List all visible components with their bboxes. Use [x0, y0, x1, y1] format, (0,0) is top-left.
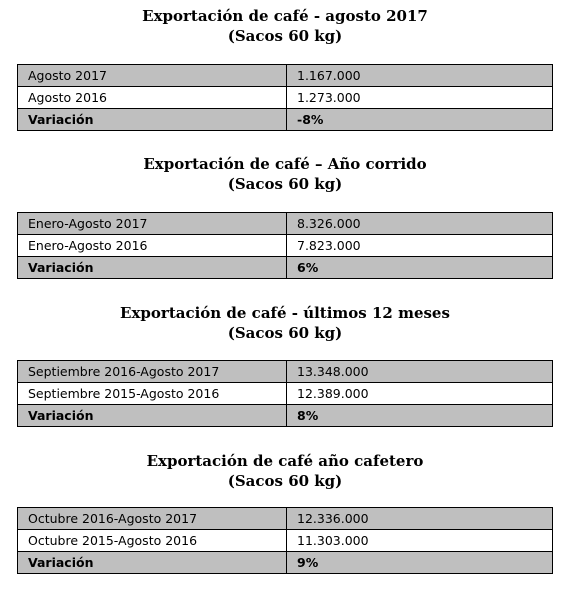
- section-title: [0, 6, 570, 46]
- section-title: [0, 154, 570, 194]
- row-value: 1.273.000: [287, 87, 553, 109]
- table-row: [18, 530, 553, 552]
- row-value: 13.348.000: [287, 361, 553, 383]
- section-title-main: Exportación de café - últimos 12 meses: [120, 304, 450, 322]
- table-row: [18, 87, 553, 109]
- section-ano-corrido: [0, 154, 570, 194]
- row-label: Variación: [18, 109, 287, 131]
- row-label: Octubre 2016-Agosto 2017: [18, 508, 287, 530]
- section-title: [0, 451, 570, 491]
- row-label: Octubre 2015-Agosto 2016: [18, 530, 287, 552]
- section-title-unit: (Sacos 60 kg): [227, 472, 343, 490]
- section-agosto-2017: [0, 6, 570, 46]
- row-value: 1.167.000: [287, 65, 553, 87]
- section-title-unit: (Sacos 60 kg): [227, 324, 343, 342]
- row-label: Agosto 2017: [18, 65, 287, 87]
- table-row: [18, 235, 553, 257]
- row-value: -8%: [287, 109, 553, 131]
- row-value: 9%: [287, 552, 553, 574]
- row-label: Septiembre 2015-Agosto 2016: [18, 383, 287, 405]
- table-row: [18, 508, 553, 530]
- row-label: Enero-Agosto 2017: [18, 213, 287, 235]
- table-row-variation: [18, 109, 553, 131]
- table-ultimos-12-meses: [17, 360, 553, 427]
- section-title-main: Exportación de café año cafetero: [146, 452, 424, 470]
- row-value: 8%: [287, 405, 553, 427]
- section-title-unit: (Sacos 60 kg): [227, 27, 343, 45]
- table-row: [18, 213, 553, 235]
- row-value: 8.326.000: [287, 213, 553, 235]
- table-agosto-2017: [17, 64, 553, 131]
- row-value: 12.389.000: [287, 383, 553, 405]
- row-label: Variación: [18, 257, 287, 279]
- row-label: Septiembre 2016-Agosto 2017: [18, 361, 287, 383]
- row-value: 7.823.000: [287, 235, 553, 257]
- row-label: Enero-Agosto 2016: [18, 235, 287, 257]
- row-value: 12.336.000: [287, 508, 553, 530]
- row-label: Variación: [18, 405, 287, 427]
- table-ano-cafetero: [17, 507, 553, 574]
- section-title-unit: (Sacos 60 kg): [227, 175, 343, 193]
- row-value: 6%: [287, 257, 553, 279]
- row-label: Variación: [18, 552, 287, 574]
- section-title-main: Exportación de café – Año corrido: [143, 155, 427, 173]
- row-label: Agosto 2016: [18, 87, 287, 109]
- section-ultimos-12-meses: [0, 303, 570, 343]
- section-ano-cafetero: [0, 451, 570, 491]
- row-value: 11.303.000: [287, 530, 553, 552]
- table-ano-corrido: [17, 212, 553, 279]
- table-row: [18, 65, 553, 87]
- table-row: [18, 361, 553, 383]
- table-row: [18, 383, 553, 405]
- table-row-variation: [18, 405, 553, 427]
- table-row-variation: [18, 257, 553, 279]
- section-title: [0, 303, 570, 343]
- table-row-variation: [18, 552, 553, 574]
- section-title-main: Exportación de café - agosto 2017: [142, 7, 428, 25]
